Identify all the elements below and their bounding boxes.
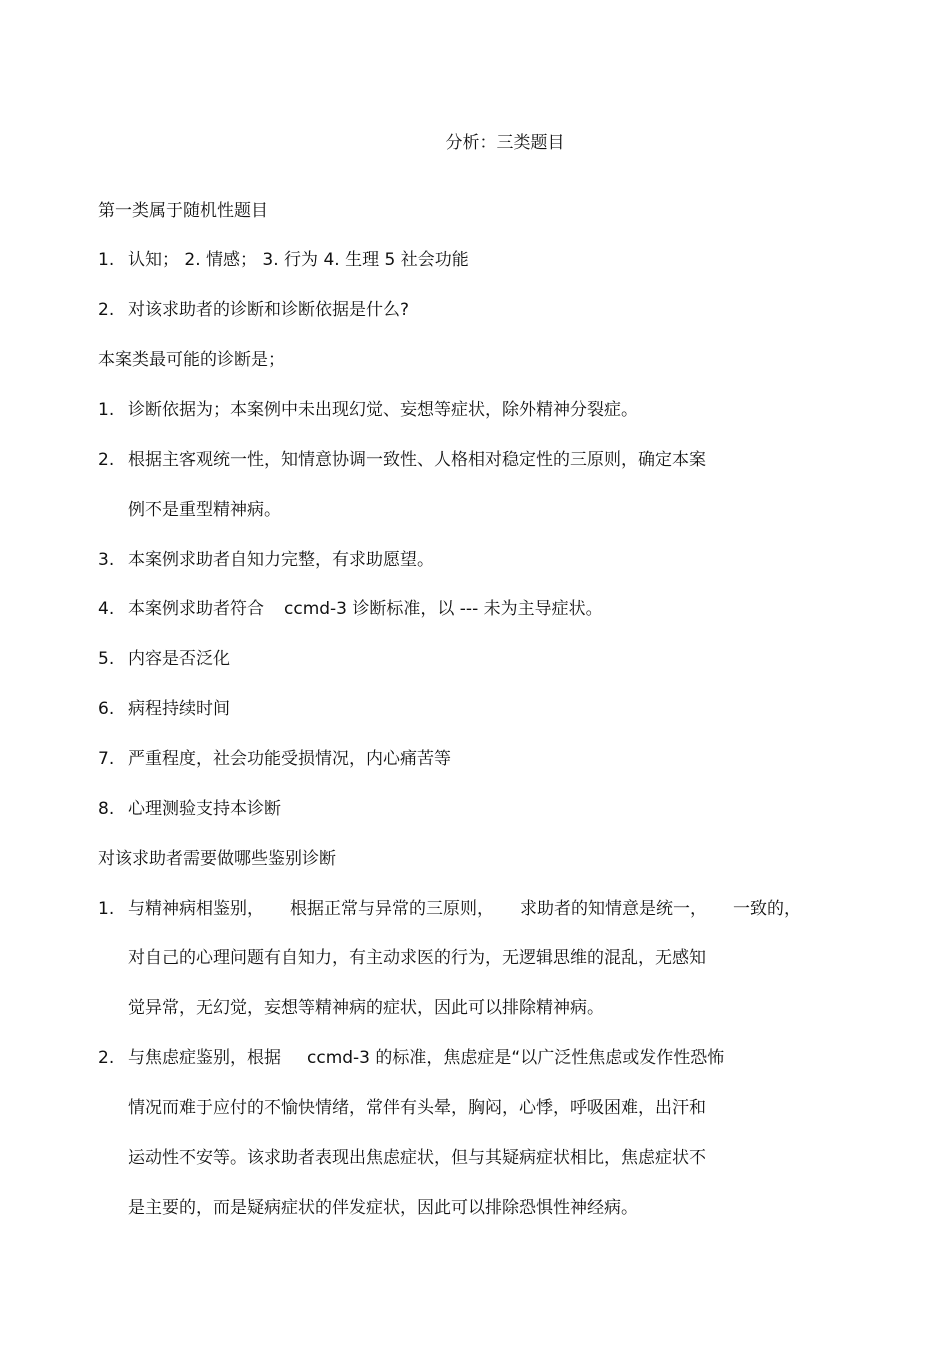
item-continuation: 例不是重型精神病。 [128, 500, 281, 520]
item-number: 8. [98, 799, 115, 819]
item-text: 本案例求助者符合 [128, 599, 264, 619]
list-item [98, 647, 230, 671]
item-number: 5. [98, 649, 115, 669]
item-text: 病程持续时间 [128, 699, 230, 719]
section-heading-random: 第一类属于随机性题目 [98, 201, 268, 221]
item-continuation: 是主要的，而是疑病症状的伴发症状，因此可以排除恐惧性神经病。 [128, 1198, 638, 1218]
item-number: 7. [98, 749, 115, 769]
item-text: ccmd-3 的标准，焦虑症是“以广泛性焦虑或发作性恐怖 [307, 1048, 725, 1068]
item-continuation: 情况而难于应付的不愉快情绪，常伴有头晕，胸闷，心悸，呼吸困难，出汗和 [128, 1098, 706, 1118]
list-item [98, 597, 603, 621]
item-number: 2. [98, 1048, 115, 1068]
item-text: 认知； 2. 情感； 3. 行为 4. 生理 5 社会功能 [128, 250, 469, 270]
item-text: 诊断依据为；本案例中未出现幻觉、妄想等症状，除外精神分裂症。 [128, 400, 638, 420]
item-number: 1. [98, 400, 115, 420]
list-item [98, 398, 638, 422]
item-text: 心理测验支持本诊断 [128, 799, 281, 819]
item-number: 6. [98, 699, 115, 719]
item-text: 本案例求助者自知力完整，有求助愿望。 [128, 550, 434, 570]
list-item [98, 697, 230, 721]
list-item [98, 548, 434, 572]
item-text: 与焦虑症鉴别，根据 [128, 1048, 281, 1068]
item-continuation: 觉异常，无幻觉，妄想等精神病的症状，因此可以排除精神病。 [128, 998, 604, 1018]
list-item [98, 448, 706, 472]
item-text: 求助者的知情意是统一， [520, 899, 707, 919]
item-text: 根据正常与异常的三原则， [290, 899, 494, 919]
section-heading-differential: 对该求助者需要做哪些鉴别诊断 [98, 849, 336, 869]
item-text: ccmd-3 诊断标准，以 --- 未为主导症状。 [284, 599, 603, 619]
item-number: 2. [98, 300, 115, 320]
list-item [98, 1046, 724, 1070]
item-continuation: 运动性不安等。该求助者表现出焦虑症状，但与其疑病症状相比，焦虑症状不 [128, 1148, 706, 1168]
item-number: 4. [98, 599, 115, 619]
item-number: 3. [98, 550, 115, 570]
list-item [98, 747, 451, 771]
list-item [98, 897, 801, 921]
item-number: 1. [98, 250, 115, 270]
item-text: 与精神病相鉴别， [128, 899, 264, 919]
list-item [98, 248, 469, 272]
item-number: 1. [98, 899, 115, 919]
list-item [98, 797, 281, 821]
item-text: 根据主客观统一性，知情意协调一致性、人格相对稳定性的三原则，确定本案 [128, 450, 706, 470]
item-text: 内容是否泛化 [128, 649, 230, 669]
item-text: 严重程度，社会功能受损情况，内心痛苦等 [128, 749, 451, 769]
item-text: 一致的， [733, 899, 801, 919]
section-heading-diagnosis: 本案类最可能的诊断是； [98, 350, 285, 370]
item-continuation: 对自己的心理问题有自知力，有主动求医的行为，无逻辑思维的混乱，无感知 [128, 948, 706, 968]
list-item [98, 298, 409, 322]
page-title: 分析：三类题目 [445, 133, 565, 153]
item-number: 2. [98, 450, 115, 470]
item-text: 对该求助者的诊断和诊断依据是什么? [128, 300, 410, 320]
